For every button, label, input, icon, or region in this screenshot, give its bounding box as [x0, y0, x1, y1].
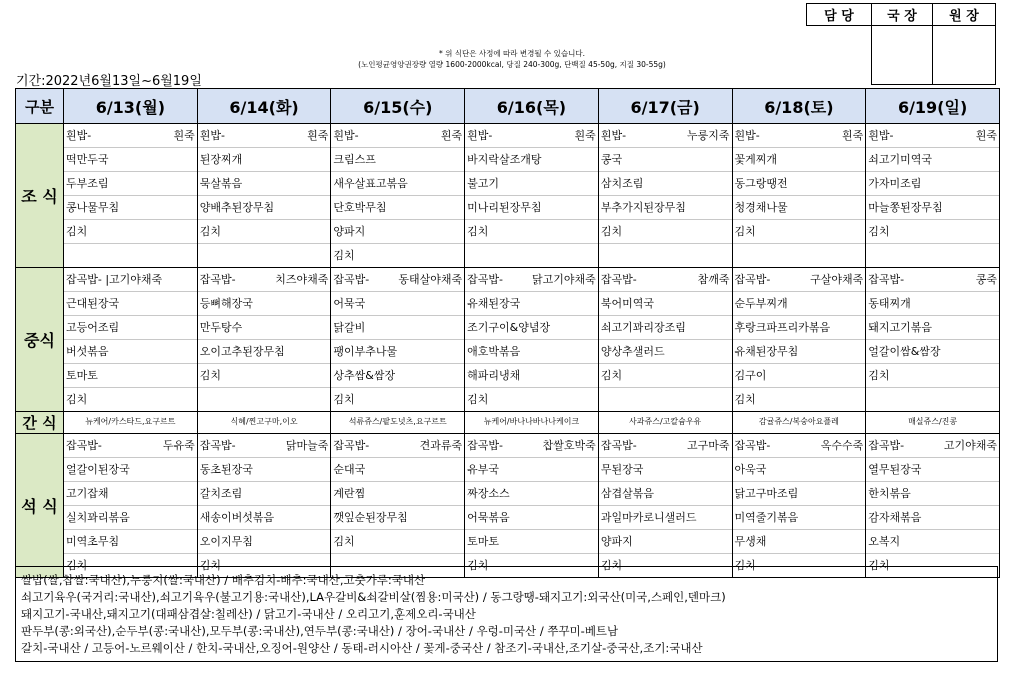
header-day: 6/18(토) [732, 89, 866, 124]
dish-item: 양파지 [599, 530, 732, 554]
approval-label-director: 국 장 [872, 4, 933, 26]
dish-item: 오이지무침 [198, 530, 331, 554]
porridge-item: 흰죽 [841, 129, 864, 142]
dish-item [198, 388, 331, 411]
dish-item: 삼겹살볶음 [599, 482, 732, 506]
approval-box [806, 3, 996, 85]
dish-item: 오이고추된장무침 [198, 340, 331, 364]
menu-cell [598, 268, 732, 412]
dish-item: 김치 [866, 220, 999, 244]
dish-item: 김치 [331, 530, 464, 554]
dish-item: 감자채볶음 [866, 506, 999, 530]
rice-porridge-line [866, 124, 999, 148]
dish-item: 된장찌개 [198, 148, 331, 172]
porridge-item: 흰죽 [307, 129, 329, 142]
dish-item: 묵살볶음 [198, 172, 331, 196]
porridge-item: 고구마죽 [687, 439, 730, 452]
dish-item: 쇠고기미역국 [866, 148, 999, 172]
menu-cell [331, 268, 465, 412]
meal-label-lunch: 중식 [16, 268, 64, 412]
porridge-item: 두유죽 [162, 439, 195, 452]
dish-item: 콩나물무침 [64, 196, 197, 220]
dish-item: 콩국 [599, 148, 732, 172]
header-day: 6/13(월) [64, 89, 198, 124]
dish-item: 쇠고기꽈리장조림 [599, 316, 732, 340]
dish-item: 양상추샐러드 [599, 340, 732, 364]
porridge-item: 닭고기야채죽 [532, 273, 596, 286]
menu-cell [331, 124, 465, 268]
menu-cell [64, 124, 198, 268]
dish-item: 떡만두국 [64, 148, 197, 172]
snack-cell [64, 412, 198, 434]
menu-cell [598, 434, 732, 578]
menu-cell [197, 268, 331, 412]
rice-item: 잡곡밥- [600, 273, 637, 286]
snack-cell [866, 412, 1000, 434]
dish-item: 김치 [199, 559, 221, 572]
dish-item: 불고기 [465, 172, 598, 196]
porridge-item: 찹쌀호박죽 [542, 439, 596, 452]
porridge-item: 고기야채죽 [943, 439, 997, 452]
dish-item: 두부조림 [64, 172, 197, 196]
dish-item: 청경채나물 [733, 196, 866, 220]
porridge-item: 흰죽 [173, 129, 195, 142]
porridge-item: 참깨죽 [697, 273, 730, 286]
dish-item: 김치 [734, 393, 756, 406]
rice-item: 잡곡밥- [467, 273, 503, 286]
rice-item: 흰밥- [467, 129, 493, 142]
rice-porridge-line [733, 434, 866, 458]
header-day: 6/17(금) [598, 89, 732, 124]
period-label: 기간:2022년6월13일~6월19일 [16, 74, 202, 89]
dish-item: 김치 [333, 393, 355, 406]
porridge-item: 견과류죽 [419, 439, 463, 452]
dish-item: 조기구이&양념장 [465, 316, 598, 340]
rice-item: 흰밥- [66, 129, 92, 142]
header-gubun: 구분 [16, 89, 64, 124]
porridge-item: 누룽지죽 [687, 129, 730, 142]
dish-item: 순대국 [331, 458, 464, 482]
rice-item: 잡곡밥- [333, 439, 370, 452]
rice-item: 흰밥- [199, 129, 225, 142]
dish-item [733, 244, 866, 267]
dish-item: 가자미조림 [866, 172, 999, 196]
dish-item: 갈치조림 [198, 482, 331, 506]
menu-cell [866, 434, 1000, 578]
approval-label-manager: 담 당 [807, 4, 872, 26]
menu-cell [465, 124, 599, 268]
rice-item: 잡곡밥- [868, 273, 905, 286]
rice-item: 잡곡밥- [734, 273, 771, 286]
origin-line: 돼지고기-국내산,돼지고기(대패삼겹살:칠레산) / 닭고기-국내산 / 오리고기,훈제오리-국내산 [21, 607, 476, 621]
origin-line: 갈치-국내산 / 고등어-노르웨이산 / 한치-국내산,오징어-원양산 / 동태-러시아산 / 꽃게-중국산 / 참조기-국내산,조기살-중국산,조기:국내산 [21, 641, 703, 655]
dish-item: 고등어조림 [64, 316, 197, 340]
dish-item: 닭고구마조림 [733, 482, 866, 506]
dish-item: 상추쌈&쌈장 [331, 364, 464, 388]
porridge-item: 동태살야채죽 [398, 273, 463, 286]
dish-item [599, 388, 732, 411]
rice-porridge-line [733, 268, 866, 292]
header-day: 6/16(목) [465, 89, 599, 124]
dish-item: 토마토 [64, 364, 197, 388]
dish-item: 근대된장국 [64, 292, 197, 316]
dinner-row [16, 434, 1000, 578]
dish-item: 북어미역국 [599, 292, 732, 316]
snack-cell [197, 412, 331, 434]
menu-cell [732, 124, 866, 268]
dish-item: 양파지 [331, 220, 464, 244]
dish-item: 양배추된장무침 [198, 196, 331, 220]
dish-item: 김치 [866, 364, 999, 388]
notice [0, 48, 1024, 70]
rice-porridge-line [465, 124, 598, 148]
breakfast-row [16, 124, 1000, 268]
approval-label-head: 원 장 [933, 4, 996, 26]
menu-cell [331, 434, 465, 578]
header-day: 6/19(일) [866, 89, 1000, 124]
rice-item: 잡곡밥- [66, 439, 102, 452]
meal-label-breakfast: 조 식 [16, 124, 64, 268]
porridge-item: 구살야채죽 [810, 273, 864, 286]
dish-item: 과일마카로니샐러드 [599, 506, 732, 530]
dish-item: 토마토 [465, 530, 598, 554]
porridge-item: 닭마늘죽 [285, 439, 329, 452]
porridge-item: 흰죽 [574, 129, 596, 142]
dish-item: 돼지고기볶음 [866, 316, 999, 340]
dish-item: 애호박볶음 [465, 340, 598, 364]
dish-item: 깻잎순된장무침 [331, 506, 464, 530]
dish-item: 크림스프 [331, 148, 464, 172]
dish-item: 바지락살조개탕 [465, 148, 598, 172]
dish-item [866, 388, 999, 411]
porridge-item: 흰죽 [440, 129, 463, 142]
dish-item: 김치 [599, 364, 732, 388]
rice-item: 흰밥- [333, 129, 359, 142]
rice-item: 잡곡밥- [333, 273, 370, 286]
dish-item: 김치 [66, 559, 88, 572]
dish-item: 유채된장무침 [733, 340, 866, 364]
dish-item: 어묵볶음 [465, 506, 598, 530]
origin-line: 쌀밥(쌀,찹쌀:국내산),누룽지(쌀:국내산) / 배추김치-배추:국내산,고춧가루:국내산 [21, 573, 426, 587]
rice-porridge-line [331, 124, 464, 148]
rice-porridge-line [733, 124, 866, 148]
snack-text: 뉴케어/바나나바나나케이크 [483, 417, 580, 426]
dish-item: 김치 [66, 393, 88, 406]
dish-item: 삼치조림 [599, 172, 732, 196]
dish-item [599, 244, 732, 267]
dish-item: 김치 [198, 220, 331, 244]
menu-cell [732, 268, 866, 412]
header-row [16, 89, 1000, 124]
rice-item: 흰밥- [734, 129, 760, 142]
dish-item: 팽이부추나물 [331, 340, 464, 364]
dish-item: 얼갈이된장국 [64, 458, 197, 482]
rice-item: 잡곡밥- [199, 439, 236, 452]
origin-line: 쇠고기육우(국거리:국내산),쇠고기육우(불고기용:국내산),LA우갈비&쇠갈비살(찜용:미국산) / 동그랑땡-돼지고기:외국산(미국,스페인,덴마크) [21, 590, 726, 604]
dish-item: 미역줄기볶음 [733, 506, 866, 530]
rice-porridge-line [64, 268, 197, 292]
rice-porridge-line [331, 434, 464, 458]
lunch-row [16, 268, 1000, 412]
header-day: 6/15(수) [331, 89, 465, 124]
notice-line-2: (노인평균영양권장량 열량 1600-2000kcal, 당질 240-300g, 단백질 45-50g, 지질 30-55g) [358, 60, 666, 69]
rice-porridge-line [331, 268, 464, 292]
snack-row [16, 412, 1000, 434]
menu-cell [465, 434, 599, 578]
dish-item: 아욱국 [733, 458, 866, 482]
notice-line-1: * 위 식단은 사정에 따라 변경될 수 있습니다. [439, 49, 585, 58]
rice-item: 잡곡밥- [199, 273, 236, 286]
rice-porridge-line [866, 434, 999, 458]
rice-item: 잡곡밥- [600, 439, 637, 452]
rice-item: 흰밥- [600, 129, 627, 142]
dish-item: 닭갈비 [331, 316, 464, 340]
dish-item: 단호박무침 [331, 196, 464, 220]
dish-item: 무생채 [733, 530, 866, 554]
menu-cell [866, 124, 1000, 268]
dish-item: 미나리된장무침 [465, 196, 598, 220]
dish-item: 김치 [599, 220, 732, 244]
snack-text: 감귤쥬스/복숭아요플레 [758, 417, 839, 426]
dish-item: 마늘쫑된장무침 [866, 196, 999, 220]
dish-item: 동초된장국 [198, 458, 331, 482]
snack-cell [331, 412, 465, 434]
snack-cell [465, 412, 599, 434]
menu-cell [465, 268, 599, 412]
rice-porridge-line [198, 124, 331, 148]
rice-item: 잡곡밥- [868, 439, 905, 452]
rice-porridge-line [866, 268, 999, 292]
dish-item: 해파리냉채 [465, 364, 598, 388]
dish-item: 등뼈해장국 [198, 292, 331, 316]
rice-porridge-line [599, 124, 732, 148]
snack-text: 뉴케어/카스타드,요구르트 [85, 417, 176, 426]
dish-item [866, 244, 999, 267]
dish-item: 한치볶음 [866, 482, 999, 506]
menu-cell [197, 124, 331, 268]
dish-item: 김치 [467, 559, 489, 572]
dish-item: 유채된장국 [465, 292, 598, 316]
menu-cell [64, 434, 198, 578]
dish-item [198, 244, 331, 267]
dish-item: 김치 [198, 364, 331, 388]
dish-item: 만두탕수 [198, 316, 331, 340]
header-day: 6/14(화) [197, 89, 331, 124]
snack-text: 사과쥬스/고칼슘우유 [629, 417, 702, 426]
menu-cell [866, 268, 1000, 412]
rice-porridge-line [465, 434, 598, 458]
dish-item: 김치 [733, 220, 866, 244]
rice-porridge-line [599, 434, 732, 458]
snack-text: 매실쥬스/진콩 [908, 417, 958, 426]
menu-cell [598, 124, 732, 268]
rice-item: 흰밥- [868, 129, 894, 142]
snack-text: 식혜/찐고구마,이오 [230, 417, 298, 426]
porridge-item: 치즈야채죽 [275, 273, 329, 286]
origin-info [15, 566, 998, 662]
rice-porridge-line [599, 268, 732, 292]
dish-item: 무된장국 [599, 458, 732, 482]
rice-item: 잡곡밥- [734, 439, 771, 452]
rice-item: 잡곡밥- |고기야채죽 [66, 273, 163, 286]
porridge-item: 흰죽 [975, 129, 997, 142]
porridge-item: 옥수수죽 [820, 439, 864, 452]
dish-item: 계란찜 [331, 482, 464, 506]
dish-item: 김치 [734, 559, 756, 572]
dish-item: 순두부찌개 [733, 292, 866, 316]
dish-item: 오복지 [866, 530, 999, 554]
rice-porridge-line [198, 268, 331, 292]
dish-item: 버섯볶음 [64, 340, 197, 364]
dish-item: 어묵국 [331, 292, 464, 316]
rice-porridge-line [198, 434, 331, 458]
dish-item: 후랑크파프리카볶음 [733, 316, 866, 340]
dish-item: 김치 [465, 220, 598, 244]
menu-cell [197, 434, 331, 578]
dish-item: 새송이버섯볶음 [198, 506, 331, 530]
menu-table [15, 88, 1000, 578]
dish-item [465, 244, 598, 267]
dish-item: 짜장소스 [465, 482, 598, 506]
origin-line: 판두부(콩:외국산),순두부(콩:국내산),모두부(콩:국내산),연두부(콩:국내산) / 장어-국내산 / 우렁-미국산 / 쭈꾸미-베트남 [21, 624, 619, 638]
rice-porridge-line [465, 268, 598, 292]
dish-item: 동태찌개 [866, 292, 999, 316]
dish-item: 새우살표고볶음 [331, 172, 464, 196]
dish-item: 김치 [64, 220, 197, 244]
dish-item: 고기잡채 [64, 482, 197, 506]
rice-porridge-line [64, 434, 197, 458]
snack-cell [598, 412, 732, 434]
meal-label-snack: 간 식 [16, 412, 64, 434]
dish-item: 김치 [868, 559, 890, 572]
dish-item: 김치 [467, 393, 489, 406]
menu-cell [64, 268, 198, 412]
dish-item: 동그랑땡전 [733, 172, 866, 196]
dish-item: 김구이 [733, 364, 866, 388]
rice-item: 잡곡밥- [467, 439, 503, 452]
dish-item: 실치꽈리볶음 [64, 506, 197, 530]
porridge-item: 콩죽 [975, 273, 997, 286]
dish-item: 열무된장국 [866, 458, 999, 482]
snack-cell [732, 412, 866, 434]
dish-item: 김치 [333, 249, 355, 262]
dish-item [64, 244, 197, 267]
dish-item: 김치 [600, 559, 623, 572]
dish-item: 유부국 [465, 458, 598, 482]
dish-item: 꽃게찌개 [733, 148, 866, 172]
menu-cell [732, 434, 866, 578]
dish-item: 미역초무침 [64, 530, 197, 554]
dish-item: 부추가지된장무침 [599, 196, 732, 220]
rice-porridge-line [64, 124, 197, 148]
meal-label-dinner: 석 식 [16, 434, 64, 578]
dish-item: 얼갈이쌈&쌈장 [866, 340, 999, 364]
snack-text: 석류쥬스/팥도넛츠,요구르트 [348, 417, 447, 426]
